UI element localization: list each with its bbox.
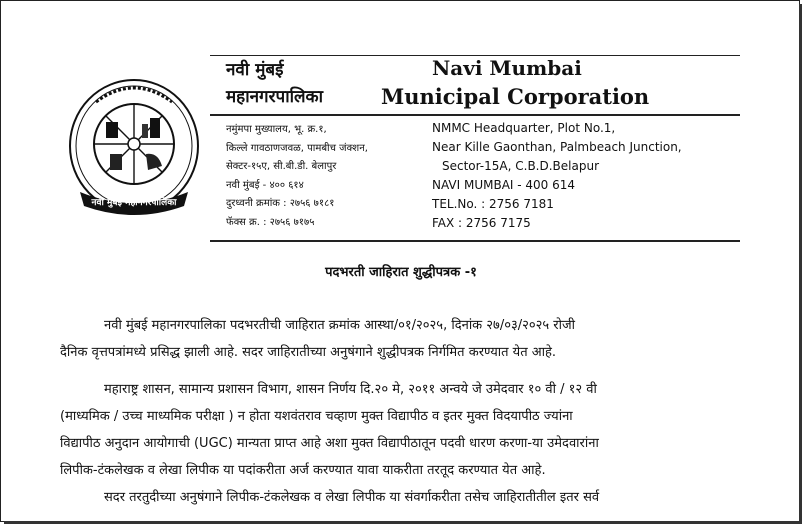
fax-english: FAX : 2756 7175 xyxy=(432,216,531,230)
address-english-line: NMMC Headquarter, Plot No.1, xyxy=(432,121,616,135)
address-english-line: Sector-15A, C.B.D.Belapur xyxy=(442,159,600,173)
nmmc-seal-logo xyxy=(66,74,202,222)
address-english xyxy=(432,119,682,233)
header-rule-bottom xyxy=(210,240,740,242)
document-title: पदभरती जाहिरात शुद्धीपत्रक -१ xyxy=(325,265,477,280)
address-marathi xyxy=(226,121,368,233)
address-marathi-line: किल्ले गावठाणजवळ, पामबीच जंक्शन, xyxy=(226,142,368,154)
paragraph-line: नवी मुंबई महानगरपालिका पदभरतीची जाहिरात क्रमांक आस्था/०१/२०२५, दिनांक २७/०३/२०२५ रोजी xyxy=(104,318,575,333)
paragraph-line: लिपीक-टंकलेखक व लेखा लिपीक या पदांकरीता अर्ज करण्यात यावा याकरीता तरतूद करण्यात येत आहे. xyxy=(60,463,546,478)
phone-marathi: दुरध्वनी क्रमांक : २७५६ ७१८१ xyxy=(226,198,335,210)
address-english-line: Near Kille Gaonthan, Palmbeach Junction, xyxy=(432,140,682,154)
org-name-english-line2: Municipal Corporation xyxy=(381,84,650,109)
header-rule-middle xyxy=(210,114,740,116)
org-name-marathi-line2: महानगरपालिका xyxy=(226,87,324,107)
paragraph-1 xyxy=(60,312,740,366)
paragraph-2 xyxy=(60,376,740,484)
paragraph-line: विद्यापीठ अनुदान आयोगाची (UGC) मान्यता प्राप्त आहे अशा मुक्त विद्यापीठातून पदवी धारण करणा-या उमेदवारांना xyxy=(60,436,599,451)
paragraph-line: दैनिक वृत्तपत्रांमध्ये प्रसिद्ध झाली आहे. सदर जाहिरातीच्या अनुषंगाने शुद्धीपत्रक निर्गमित करण्यात येत आहे. xyxy=(60,345,557,360)
org-name-marathi-line1: नवी मुंबई xyxy=(226,60,284,80)
address-english-line: NAVI MUMBAI - 400 614 xyxy=(432,178,576,192)
paragraph-line: (माध्यमिक / उच्च माध्यमिक परीक्षा ) न होता यशवंतराव चव्हाण मुक्त विद्यापीठ व इतर मुक्त विदयापीठ ज्यांना xyxy=(60,409,573,424)
paragraph-3 xyxy=(60,484,740,511)
paragraph-line: महाराष्ट्र शासन, सामान्य प्रशासन विभाग, शासन निर्णय दि.२० मे, २०११ अन्वये जे उमेदवार १० वी / १२ वी xyxy=(104,382,597,397)
address-marathi-line: नमुंमपा मुख्यालय, भू. क्र.१, xyxy=(226,124,327,135)
paragraph-line: सदर तरतुदीच्या अनुषंगाने लिपीक-टंकलेखक व लेखा लिपीक या संवर्गाकरीता तसेच जाहिरातीतील इतर सर्व xyxy=(104,490,600,505)
fax-marathi: फॅक्स क्र. : २७५६ ७१७५ xyxy=(226,216,315,228)
seal-banner-text: नवी मुंबई महानगरपालिका xyxy=(91,198,177,208)
org-name-english-line1: Navi Mumbai xyxy=(432,56,582,80)
phone-english: TEL.No. : 2756 7181 xyxy=(432,197,554,211)
address-marathi-line: नवी मुंबई - ४०० ६१४ xyxy=(226,179,304,191)
address-marathi-line: सेक्टर-१५ए, सी.बी.डी. बेलापुर xyxy=(226,161,337,173)
